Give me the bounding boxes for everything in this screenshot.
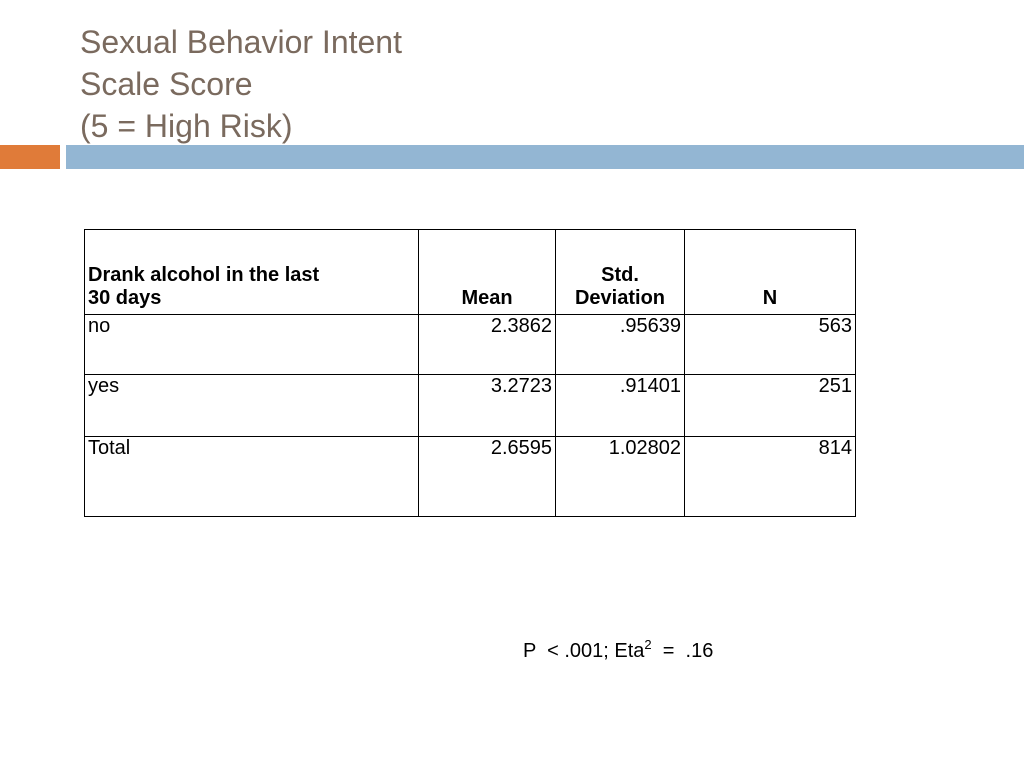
row-n: 814 xyxy=(685,437,856,517)
header-group-line-1: Drank alcohol in the last xyxy=(88,264,320,286)
row-label: no xyxy=(85,315,419,375)
row-mean: 2.6595 xyxy=(419,437,556,517)
row-label: Total xyxy=(85,437,419,517)
table-row xyxy=(85,375,856,437)
row-n: 251 xyxy=(685,375,856,437)
significance-footnote xyxy=(523,637,714,663)
header-std-line-1: Std. xyxy=(601,264,639,286)
row-std: .91401 xyxy=(556,375,685,437)
accent-band-orange xyxy=(0,145,60,169)
row-mean: 2.3862 xyxy=(419,315,556,375)
table-row xyxy=(85,437,856,517)
row-mean: 3.2723 xyxy=(419,375,556,437)
title-line-3: (5 = High Risk) xyxy=(80,108,293,144)
header-mean: Mean xyxy=(419,230,556,315)
header-group xyxy=(85,230,419,315)
header-std-line-2: Deviation xyxy=(574,287,666,309)
header-n: N xyxy=(685,230,856,315)
table-row xyxy=(85,315,856,375)
footnote-prefix: P < .001; Eta xyxy=(523,640,645,662)
row-label: yes xyxy=(85,375,419,437)
statistics-table xyxy=(84,229,856,517)
header-group-line-2: 30 days xyxy=(88,287,162,309)
accent-band-blue xyxy=(66,145,1024,169)
row-std: .95639 xyxy=(556,315,685,375)
slide-title xyxy=(80,21,680,147)
table-header-row xyxy=(85,230,856,315)
title-line-1: Sexual Behavior Intent xyxy=(80,24,402,60)
footnote-superscript: 2 xyxy=(644,637,652,652)
row-std: 1.02802 xyxy=(556,437,685,517)
row-n: 563 xyxy=(685,315,856,375)
header-std-deviation xyxy=(556,230,685,315)
footnote-suffix: = .16 xyxy=(651,640,714,662)
title-line-2: Scale Score xyxy=(80,66,253,102)
